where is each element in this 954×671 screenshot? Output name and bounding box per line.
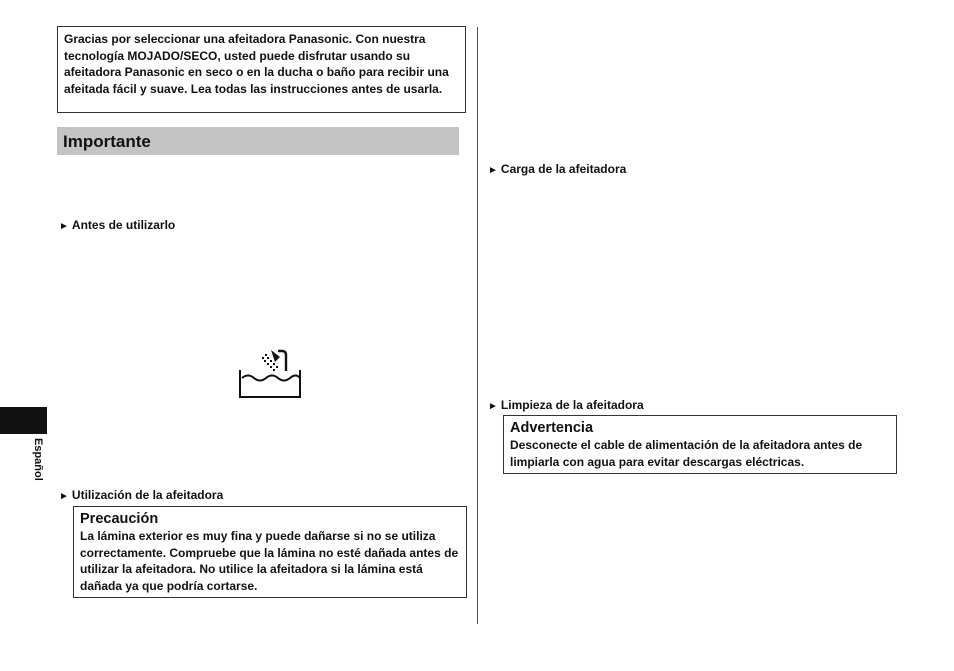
caution-title: Precaución — [80, 511, 159, 527]
shower-bath-icon — [238, 349, 302, 401]
arrow-right-icon: ► — [488, 165, 498, 176]
subheading-cleaning — [488, 398, 644, 414]
subheading-cleaning-label: Limpieza de la afeitadora — [500, 398, 644, 412]
arrow-right-icon: ► — [59, 221, 69, 232]
subheading-using-label: Utilización de la afeitadora — [71, 488, 224, 502]
warning-body: Desconecte el cable de alimentación de la afeitadora antes de limpiarla con agua para evitar descargas eléctricas. — [510, 438, 863, 469]
subheading-using — [59, 488, 223, 504]
warning-title: Advertencia — [510, 420, 594, 436]
intro-text: Gracias por seleccionar una afeitadora Panasonic. Con nuestra tecnología MOJADO/SECO, usted puede disfrutar usando su afeitadora Panasonic en seco o en la ducha o baño para recibir una afeitada fácil y suave. Lea todas las instrucciones antes de usarla. — [64, 32, 449, 96]
caution-body: La lámina exterior es muy fina y puede dañarse si no se utiliza correctamente. Compruebe que la lámina no esté dañada antes de utilizar la afeitadora. No utilice la afeitadora si la lámina está dañada ya que podría cortarse. — [80, 529, 459, 593]
subheading-charging — [488, 162, 626, 178]
section-title: Importante — [63, 132, 151, 151]
section-header-importante — [57, 127, 459, 155]
subheading-charging-label: Carga de la afeitadora — [500, 162, 627, 176]
arrow-right-icon: ► — [488, 401, 498, 412]
caution-box — [73, 506, 467, 598]
language-tab-label: Español — [32, 438, 44, 481]
language-tab — [0, 407, 47, 434]
intro-box — [57, 26, 466, 113]
subheading-before-use-label: Antes de utilizarlo — [71, 218, 176, 232]
arrow-right-icon: ► — [59, 491, 69, 502]
subheading-before-use — [59, 218, 175, 234]
warning-box — [503, 415, 897, 474]
column-divider — [477, 27, 478, 624]
